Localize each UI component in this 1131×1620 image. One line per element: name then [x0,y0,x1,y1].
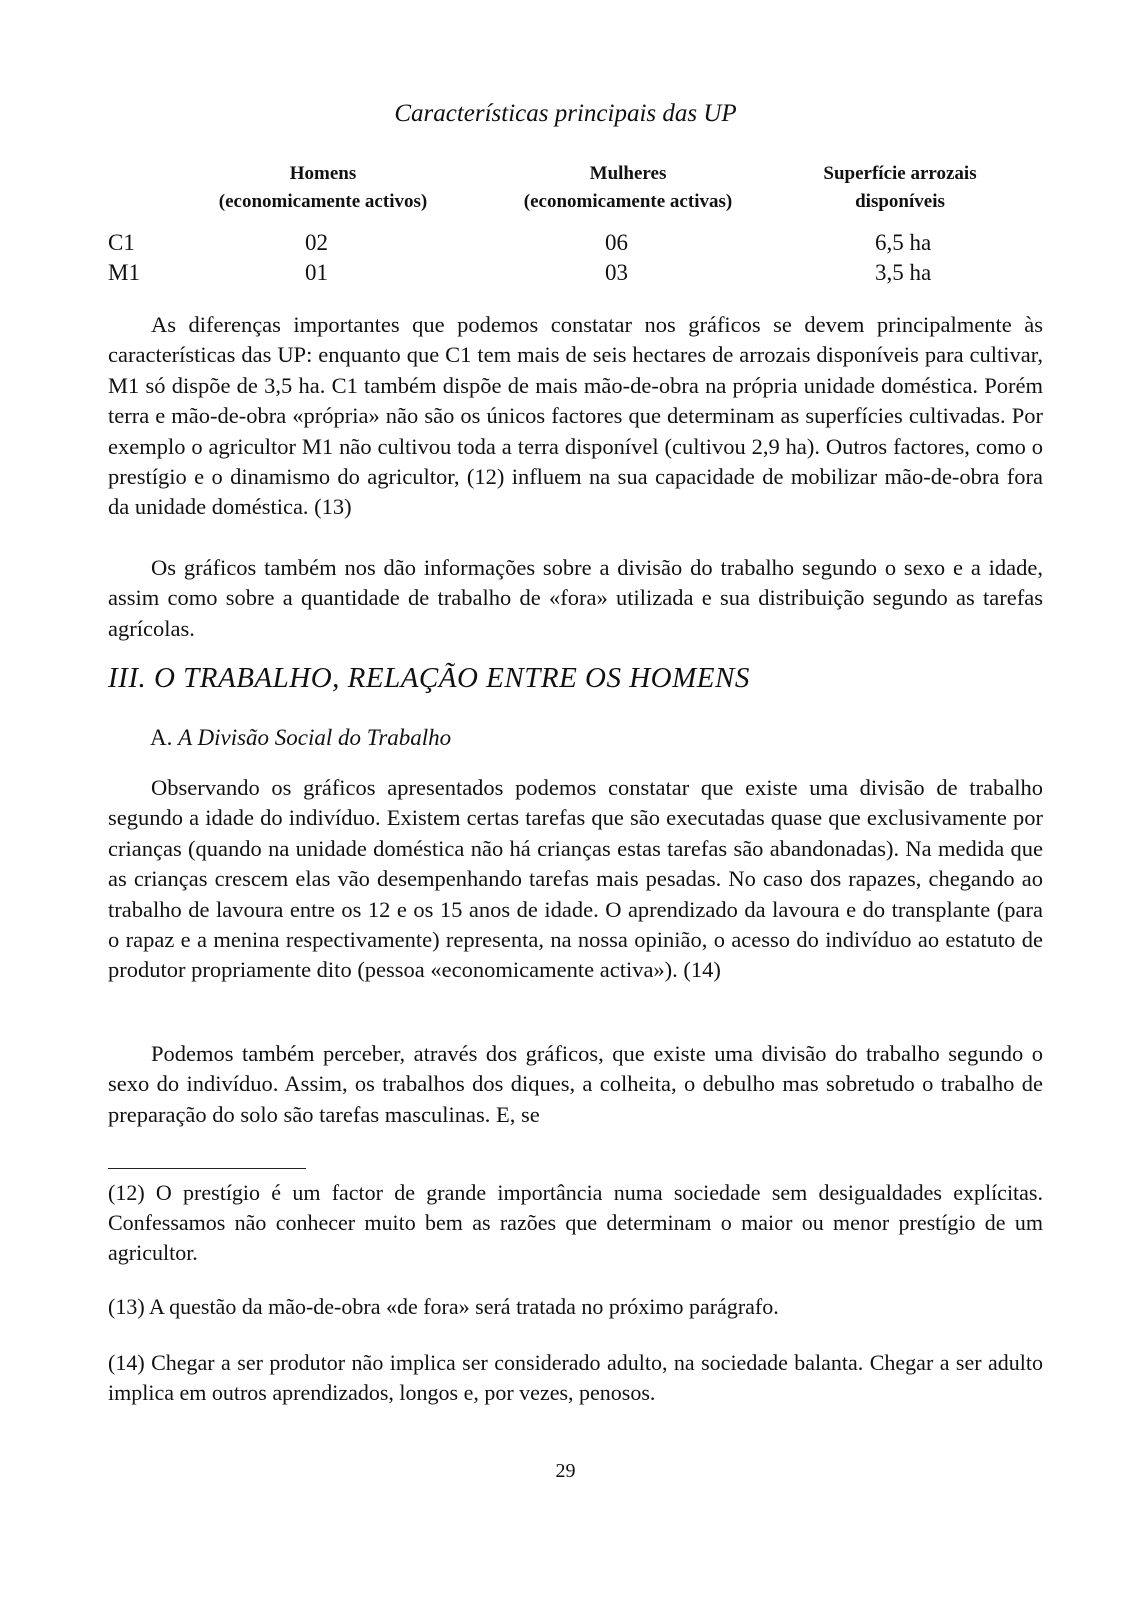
header-men-subtitle: (economicamente activos) [218,191,428,212]
page-number: 29 [555,1460,576,1482]
header-women [478,160,778,216]
table-caption: Características principais das UP [394,100,737,127]
footnote-14: (14) Chegar a ser produtor não implica ser considerado adulto, na sociedade balanta. Chegar a ser adulto implica em outros aprendizados, longos e, por vezes, penosos. [108,1350,1043,1405]
header-women-subtitle: (economicamente activas) [523,191,733,212]
footnote-13: (13) A questão da mão-de-obra «de fora» será tratada no próximo parágrafo. [108,1294,779,1319]
header-men-title: Homens [289,163,357,184]
paragraph-division-info: Os gráficos também nos dão informações sobre a divisão do trabalho segundo o sexo e a idade, assim como sobre a quantidade de trabalho de «fora» utilizada e sua distribuição segundo as tarefas agrícolas. [108,555,1043,641]
paragraph-sex-division: Podemos também perceber, através dos gráficos, que existe uma divisão do trabalho segundo o sexo do indivíduo. Assim, os trabalhos dos diques, a colheita, o debulho mas sobretudo o trabalho de preparação do solo são tarefas masculinas. E, se [108,1041,1043,1127]
cell-women: 03 [605,260,628,285]
table-row [0,230,1131,260]
paragraph-differences: As diferenças importantes que podemos constatar nos gráficos se devem principalmente às características das UP: enquanto que C1 tem mais de seis hectares de arrozais disponíveis para cultivar, M1 só dispõe de 3,5 ha. C1 também dispõe de mais mão-de-obra na própria unidade doméstica. Porém terra e mão-de-obra «própria» não são os únicos factores que determinam as superfícies cultivadas. Por exemplo o agricultor M1 não cultivou toda a terra disponível (cultivou 2,9 ha). Outros factores, como o prestígio e o dinamismo do agricultor, (12) influem na sua capacidade de mobilizar mão-de-obra fora da unidade doméstica. (13) [108,312,1043,520]
header-area [800,160,1000,216]
cell-women: 06 [605,230,628,255]
table-row [0,260,1131,290]
header-women-title: Mulheres [589,163,667,184]
subsection-title [150,725,451,751]
cell-area: 3,5 ha [875,260,932,285]
section-title: III. O TRABALHO, RELAÇÃO ENTRE OS HOMENS [108,662,750,694]
footnote-12: (12) O prestígio é um factor de grande importância numa sociedade sem desigualdades explícitas. Confessamos não conhecer muito bem as razões que determinam o maior ou menor prestígio de um agricultor. [108,1180,1043,1265]
subsection-prefix: A. [150,725,173,750]
row-label: M1 [108,260,140,285]
header-area-title: Superfície arrozais [823,163,977,184]
subsection-name: A Divisão Social do Trabalho [178,725,452,750]
cell-area: 6,5 ha [875,230,932,255]
cell-men: 01 [305,260,328,285]
footnote-divider [108,1168,306,1169]
header-area-subtitle: disponíveis [855,191,945,212]
row-label: C1 [108,230,135,255]
cell-men: 02 [305,230,328,255]
header-men [178,160,468,216]
paragraph-age-division: Observando os gráficos apresentados podemos constatar que existe uma divisão de trabalho segundo a idade do indivíduo. Existem certas tarefas que são executadas quase que exclusivamente por crianças (quando na unidade doméstica não há crianças estas tarefas são abandonadas). Na medida que as crianças crescem elas vão desempenhando tarefas mais pesadas. No caso dos rapazes, chegando ao trabalho de lavoura entre os 12 e os 15 anos de idade. O aprendizado da lavoura e do transplante (para o rapaz e a menina respectivamente) representa, na nossa opinião, o acesso do indivíduo ao estatuto de produtor propriamente dito (pessoa «economicamente activa»). (14) [108,775,1043,983]
